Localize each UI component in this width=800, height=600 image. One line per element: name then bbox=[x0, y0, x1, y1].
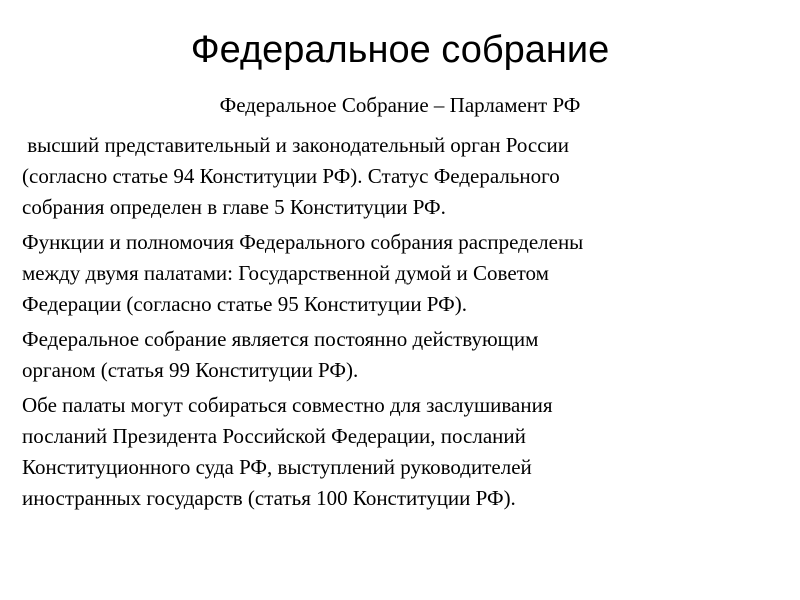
paragraph-line: собрания определен в главе 5 Конституции РФ. bbox=[22, 195, 446, 219]
paragraph-chambers bbox=[22, 227, 782, 320]
paragraph-joint-sessions bbox=[22, 390, 782, 514]
paragraph-line: Федеральное собрание является постоянно действующим bbox=[22, 327, 539, 351]
paragraph-line: между двумя палатами: Государственной думой и Советом bbox=[22, 261, 549, 285]
paragraph-line: высший представительный и законодательный орган России bbox=[22, 133, 570, 157]
paragraph-line: Конституционного суда РФ, выступлений руководителей bbox=[22, 455, 532, 479]
paragraph-line: Обе палаты могут собираться совместно для заслушивания bbox=[22, 393, 553, 417]
paragraph-permanent-body bbox=[22, 324, 782, 386]
slide-subtitle: Федеральное Собрание – Парламент РФ bbox=[219, 93, 581, 117]
paragraph-line: Федерации (согласно статье 95 Конституции РФ). bbox=[22, 292, 467, 316]
paragraph-line: посланий Президента Российской Федерации, посланий bbox=[22, 424, 526, 448]
paragraph-line: (согласно статье 94 Конституции РФ). Статус Федерального bbox=[22, 164, 560, 188]
paragraph-line: органом (статья 99 Конституции РФ). bbox=[22, 358, 359, 382]
paragraph-line: иностранных государств (статья 100 Конституции РФ). bbox=[22, 486, 516, 510]
paragraph-parliament-status bbox=[22, 130, 782, 223]
slide-title: Федеральное собрание bbox=[190, 29, 610, 71]
paragraph-line: Функции и полномочия Федерального собрания распределены bbox=[22, 230, 584, 254]
slide-body bbox=[22, 130, 782, 518]
